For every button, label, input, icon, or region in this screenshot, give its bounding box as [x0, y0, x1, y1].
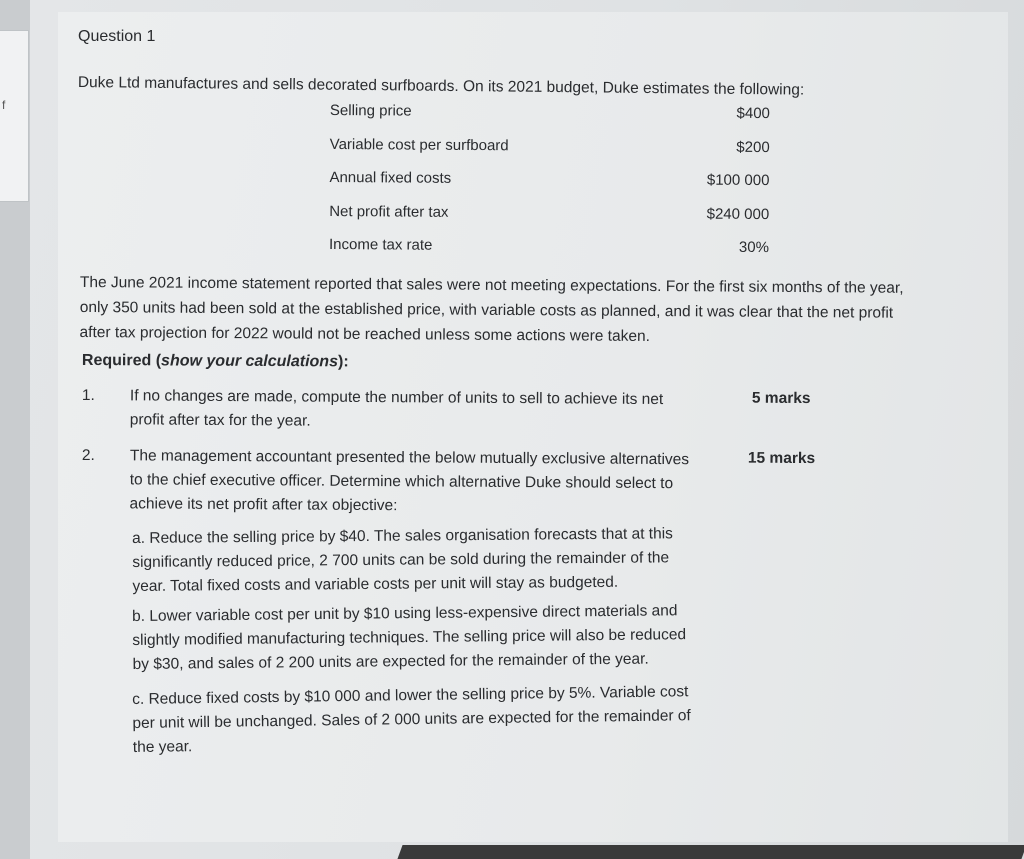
- question-title: Question 1: [78, 28, 156, 45]
- paragraph-line: The June 2021 income statement reported that sales were not meeting expectations. For the first six months of the year,: [79, 273, 904, 297]
- question-item-2: [81, 444, 842, 524]
- alternative-line: b. Lower variable cost per unit by $10 using less-expensive direct materials and: [132, 602, 678, 625]
- question-line: achieve its net profit after tax objective:: [129, 495, 398, 515]
- estimate-label: Selling price: [329, 102, 412, 120]
- question-line: If no changes are made, compute the number of units to sell to achieve its net: [129, 387, 664, 409]
- required-prefix: Required (: [81, 352, 162, 370]
- estimate-row: [330, 102, 770, 139]
- question-number: 1.: [81, 386, 95, 405]
- estimate-value: $200: [736, 138, 770, 156]
- estimate-row: [329, 202, 769, 239]
- left-edge-glyph: f: [2, 98, 6, 112]
- question-number: 2.: [81, 446, 95, 465]
- estimate-row: [329, 169, 769, 206]
- question-text: [130, 384, 664, 436]
- alternative-line: the year.: [132, 738, 193, 756]
- estimate-value: 30%: [738, 238, 770, 257]
- income-statement-paragraph: [79, 270, 990, 351]
- left-side-panel: [0, 30, 29, 202]
- estimate-value: $100 000: [706, 171, 770, 190]
- alternative-line: c. Reduce fixed costs by $10 000 and lower the selling price by 5%. Variable cost: [132, 683, 689, 708]
- question-item-1: [82, 384, 842, 439]
- paragraph-line: after tax projection for 2022 would not be reached unless some actions were taken.: [79, 323, 650, 345]
- question-text: [129, 444, 689, 520]
- marks-badge: 15 marks: [747, 449, 816, 468]
- budget-estimates-table: [329, 102, 770, 273]
- estimate-label: Variable cost per surfboard: [329, 135, 509, 154]
- alternative-line: a. Reduce the selling price by $40. The sales organisation forecasts that at this: [132, 525, 673, 547]
- alternative-a: [132, 522, 673, 599]
- marks-badge: 5 marks: [751, 389, 811, 408]
- question-intro: Duke Ltd manufactures and sells decorated surfboards. On its 2021 budget, Duke estimates the following:: [77, 74, 805, 99]
- estimate-label: Annual fixed costs: [329, 168, 452, 187]
- required-suffix: ):: [337, 353, 349, 371]
- alternative-c: [132, 680, 691, 760]
- alternative-line: significantly reduced price, 2 700 units can be sold during the remainder of the: [132, 549, 670, 571]
- alternative-line: slightly modified manufacturing techniques. The selling price will also be reduced: [132, 626, 687, 649]
- required-heading: [82, 352, 349, 371]
- estimate-value: $400: [736, 104, 770, 123]
- estimate-value: $240 000: [706, 205, 770, 223]
- estimate-label: Net profit after tax: [329, 202, 449, 221]
- question-line: The management accountant presented the below mutually exclusive alternatives: [129, 447, 690, 469]
- alternative-line: year. Total fixed costs and variable costs per unit will stay as budgeted.: [132, 573, 619, 595]
- estimate-row: [330, 135, 770, 172]
- alternative-b: [132, 599, 686, 677]
- estimate-row: [329, 236, 769, 273]
- question-line: profit after tax for the year.: [129, 411, 311, 430]
- alternative-line: per unit will be unchanged. Sales of 2 000 units are expected for the remainder of: [132, 707, 691, 732]
- screen-bottom-edge: [397, 845, 1024, 859]
- alternative-line: by $30, and sales of 2 200 units are expected for the remainder of the year.: [132, 650, 649, 673]
- question-line: to the chief executive officer. Determine which alternative Duke should select to: [129, 471, 674, 493]
- estimate-label: Income tax rate: [328, 235, 433, 254]
- question-content: [58, 12, 1008, 842]
- required-emphasis: show your calculations: [161, 352, 339, 371]
- paragraph-line: only 350 units had been sold at the established price, with variable costs as planned, and it was clear that the net profit: [79, 298, 894, 322]
